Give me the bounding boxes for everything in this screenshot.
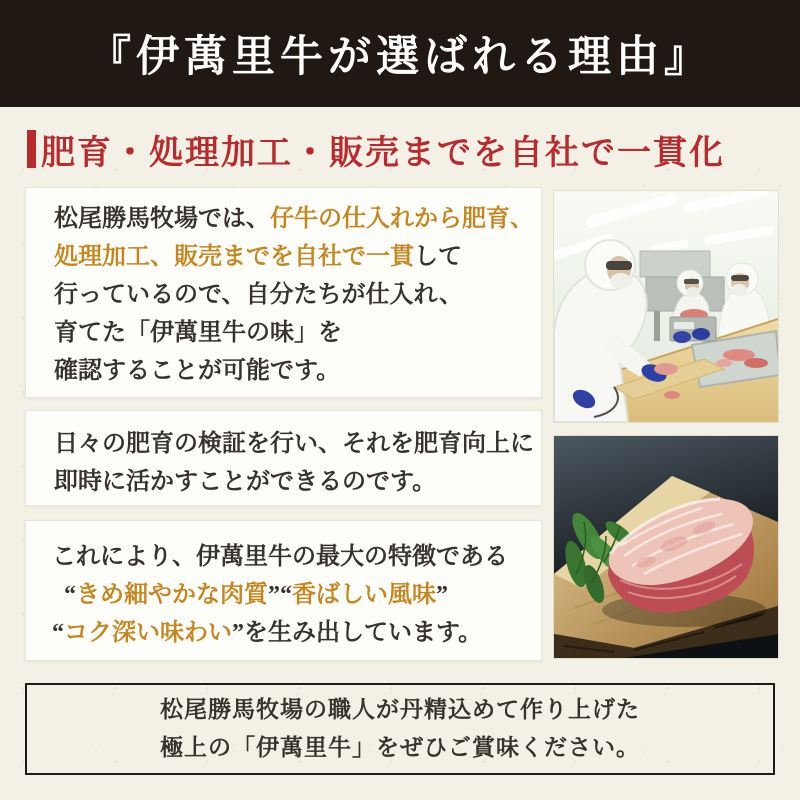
footer-note bbox=[25, 683, 775, 775]
feature-line3-dark: を生み出しています。 bbox=[244, 620, 483, 646]
intro-line2-dark: して bbox=[414, 244, 462, 270]
intro-line1-dark: 松尾勝馬牧場では、 bbox=[54, 206, 270, 232]
feature-line-1: これにより、伊萬里牛の最大の特徴である bbox=[52, 544, 508, 570]
quote-close: ” bbox=[232, 620, 244, 646]
section-heading-text: 肥育・処理加工・販売までを自社で一貫化 bbox=[41, 134, 725, 172]
facility-photo-illustration bbox=[554, 191, 778, 422]
feature-card bbox=[25, 520, 542, 661]
facility-photo bbox=[553, 190, 779, 423]
verify-line-2: 即時に活かすことができるのです。 bbox=[54, 469, 437, 495]
feature-taste-text: コク深い味わい bbox=[64, 620, 232, 646]
feature-line-2 bbox=[64, 576, 537, 614]
quote-close: ” bbox=[268, 582, 280, 608]
quote-close: ” bbox=[436, 582, 448, 608]
intro-line-5: 確認することが可能です。 bbox=[54, 358, 341, 384]
page-title: 『伊萬里牛が選ばれる理由』 bbox=[88, 34, 712, 81]
footer-line-1: 松尾勝馬牧場の職人が丹精込めて作り上げた bbox=[160, 697, 640, 722]
intro-line-1 bbox=[54, 200, 537, 238]
verify-card bbox=[25, 410, 542, 506]
verify-line-1: 日々の肥育の検証を行い、それを肥育向上に bbox=[54, 431, 534, 457]
quote-open: “ bbox=[280, 582, 292, 608]
feature-line-3 bbox=[52, 614, 537, 652]
steak-photo bbox=[553, 435, 779, 659]
intro-line-2 bbox=[54, 238, 537, 276]
intro-line-3: 行っているので、自分たちが仕入れ、 bbox=[54, 282, 463, 308]
feature-aroma-text: 香ばしい風味 bbox=[292, 582, 436, 608]
heading-accent-bar bbox=[27, 130, 36, 168]
section-heading bbox=[27, 127, 725, 171]
feature-quality-text: きめ細やかな肉質 bbox=[76, 582, 268, 608]
intro-line-4: 育てた「伊萬里牛の味」を bbox=[54, 320, 342, 346]
intro-line1-orange: 仔牛の仕入れから肥育、 bbox=[270, 206, 534, 232]
steak-photo-illustration bbox=[554, 436, 778, 658]
quote-open: “ bbox=[64, 582, 76, 608]
top-banner bbox=[0, 0, 800, 107]
footer-line-2: 極上の「伊萬里牛」をぜひご賞味ください。 bbox=[160, 735, 640, 760]
quote-open: “ bbox=[52, 620, 64, 646]
intro-line2-orange: 処理加工、販売までを自社で一貫 bbox=[54, 244, 414, 270]
intro-card bbox=[25, 187, 542, 398]
